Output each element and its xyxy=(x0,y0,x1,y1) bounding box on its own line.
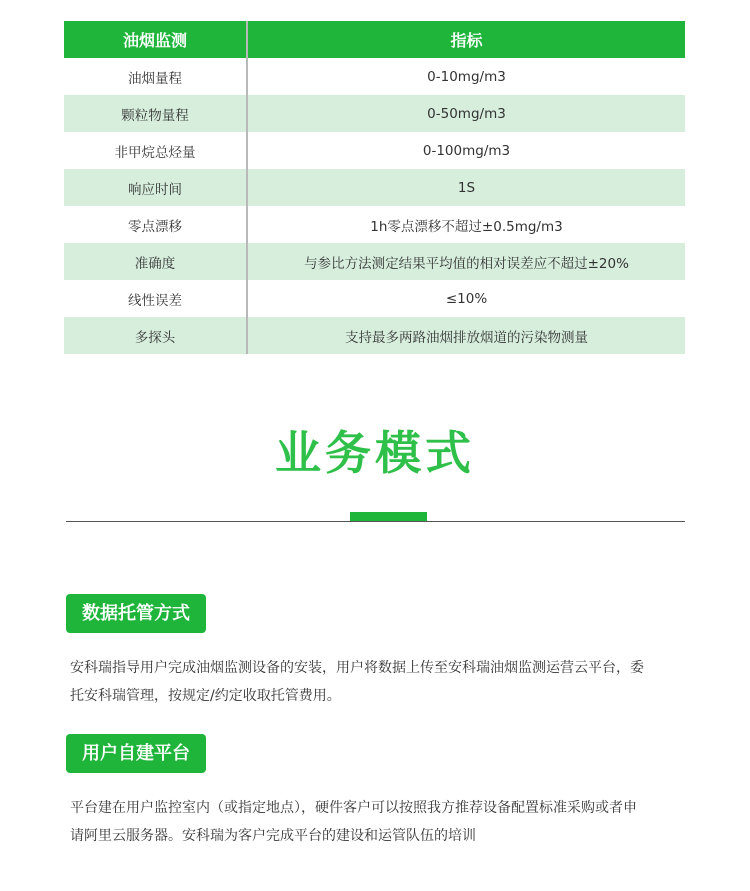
row-label: 非甲烷总烃量 xyxy=(64,132,247,169)
row-value: 0-10mg/m3 xyxy=(247,58,685,95)
table-row xyxy=(64,132,685,169)
section-title: 业务模式 xyxy=(275,426,475,480)
row-label: 线性误差 xyxy=(64,280,247,317)
spec-table xyxy=(64,21,685,354)
title-accent-bar xyxy=(350,512,427,521)
table-row xyxy=(64,317,685,354)
table-row xyxy=(64,206,685,243)
table-row xyxy=(64,169,685,206)
mode-description-self-built-platform: 平台建在用户监控室内（或指定地点），硬件客户可以按照我方推荐设备配置标准采购或者申请阿里云服务器。安科瑞为客户完成平台的建设和运管队伍的培训 xyxy=(70,800,637,844)
table-row xyxy=(64,243,685,280)
mode-description-data-hosting: 安科瑞指导用户完成油烟监测设备的安装，用户将数据上传至安科瑞油烟监测运营云平台，委托安科瑞管理，按规定/约定收取托管费用。 xyxy=(70,660,644,704)
title-divider xyxy=(66,521,685,522)
row-value: 0-100mg/m3 xyxy=(247,132,685,169)
row-label: 多探头 xyxy=(64,317,247,354)
table-row xyxy=(64,58,685,95)
row-value: 0-50mg/m3 xyxy=(247,95,685,132)
row-label: 响应时间 xyxy=(64,169,247,206)
row-label: 准确度 xyxy=(64,243,247,280)
row-value: 1h零点漂移不超过±0.5mg/m3 xyxy=(247,206,685,243)
row-label: 颗粒物量程 xyxy=(64,95,247,132)
row-value: 与参比方法测定结果平均值的相对误差应不超过±20% xyxy=(247,243,685,280)
row-label: 油烟量程 xyxy=(64,58,247,95)
row-value: ≤10% xyxy=(247,280,685,317)
row-value: 支持最多两路油烟排放烟道的污染物测量 xyxy=(247,317,685,354)
mode-badge-data-hosting: 数据托管方式 xyxy=(66,594,206,633)
table-row xyxy=(64,280,685,317)
mode-badge-self-built-platform: 用户自建平台 xyxy=(66,734,206,773)
row-label: 零点漂移 xyxy=(64,206,247,243)
header-indicator: 指标 xyxy=(247,21,685,58)
table-row xyxy=(64,95,685,132)
row-value: 1S xyxy=(247,169,685,206)
spec-table-header xyxy=(64,21,685,58)
header-monitoring: 油烟监测 xyxy=(64,21,247,58)
